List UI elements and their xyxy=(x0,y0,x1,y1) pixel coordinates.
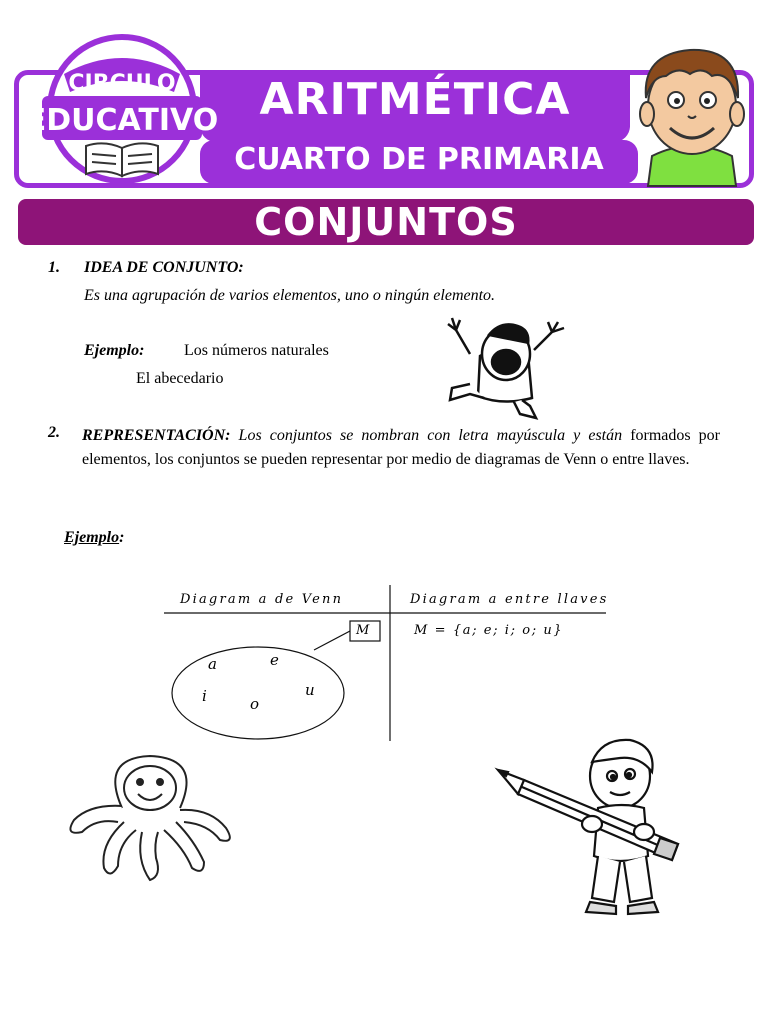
venn-column-header: Diagram a de Venn xyxy=(180,592,344,607)
venn-element: e xyxy=(270,651,282,669)
venn-element: o xyxy=(250,695,262,713)
item1-heading: IDEA DE CONJUNTO: xyxy=(84,259,244,276)
happy-kid-jumping-icon xyxy=(440,314,572,424)
venn-and-braces-diagram xyxy=(150,585,620,745)
item2-paragraph xyxy=(82,424,720,472)
octopus-icon xyxy=(60,748,240,888)
venn-element: i xyxy=(202,687,209,705)
boy-with-pencil-icon xyxy=(494,736,704,916)
item1-example-label: Ejemplo: xyxy=(84,342,145,359)
item1-example-1: Los números naturales xyxy=(184,342,329,359)
item2-number: 2. xyxy=(48,424,60,441)
book-icon xyxy=(86,143,158,176)
circulo-educativo-logo xyxy=(25,34,219,184)
item2-text-italic: Los conjuntos se nombran con letra mayúscula y están xyxy=(238,427,623,444)
item2-heading: REPRESENTACIÓN: xyxy=(82,427,231,444)
section-title: CONJUNTOS xyxy=(254,200,518,244)
item2-text-rest: formados por elementos, los conjuntos se pueden representar por medio de diagramas de Venn o entre llaves. xyxy=(82,427,721,468)
venn-element: u xyxy=(305,681,317,699)
venn-pointer-line xyxy=(314,631,350,650)
boy-face-icon xyxy=(632,36,752,186)
venn-element: a xyxy=(208,655,220,673)
example2-colon: : xyxy=(119,529,125,546)
item1-number: 1. xyxy=(48,259,60,276)
set-name-label: M xyxy=(356,623,370,638)
venn-ellipse xyxy=(172,647,344,739)
logo-line1: CIRCULO xyxy=(68,71,176,96)
page-subtitle: CUARTO DE PRIMARIA xyxy=(234,142,604,177)
item1-example-2: El abecedario xyxy=(136,370,224,387)
example2-label: Ejemplo xyxy=(64,529,120,546)
logo-line2: EDUCATIVO xyxy=(25,103,219,138)
example2-label-group xyxy=(64,529,124,547)
page-title: ARITMÉTICA xyxy=(259,74,571,125)
item1-definition: Es una agrupación de varios elementos, uno o ningún elemento. xyxy=(84,287,496,304)
set-notation: M = {a; e; i; o; u} xyxy=(414,623,564,638)
braces-column-header: Diagram a entre llaves xyxy=(410,592,609,607)
